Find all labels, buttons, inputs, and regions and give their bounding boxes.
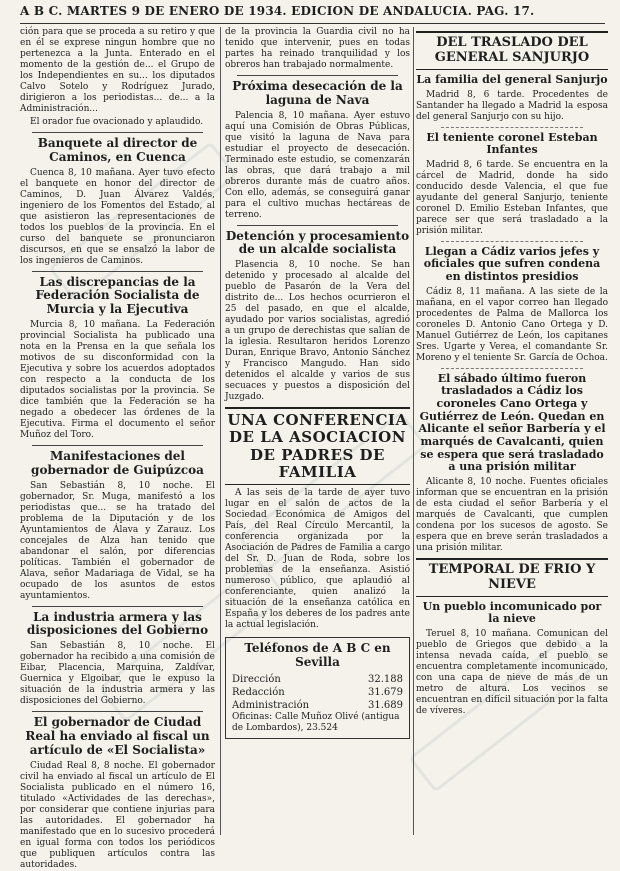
separator [32, 445, 203, 446]
tel-row [232, 699, 403, 712]
body-sabado-trasladados: Alicante 8, 10 noche. Fuentes oficiales informan que se encuentran en la prisión de esta ciudad el señor Barbería y el marqués de Cavalcanti, que cumplen condena por los sucesos de agosto. Se espera que en breve serán trasladados a una prisión militar. [416, 476, 608, 553]
body-conferencia: A las seis de la tarde de ayer tuvo lugar en el salón de actos de la Sociedad Económica de Amigos del País, del Real Círculo Mercantil, la conferencia organizada por la Asociación de Padres de Familia a cargo del Sr. D. Juan de Roda, sobre los problemas de la enseñanza. Asistió numeroso público, que aplaudió al conferenciante, quien analizó la situación de la enseñanza católica en España y los deberes de los padres ante la actual legislación. [225, 488, 410, 631]
tel-note: Oficinas: Calle Muñoz Olivé (antigua de Lombardos), 23.524 [232, 711, 400, 733]
headline-sabado-trasladados: El sábado último fueron trasladados a Cádiz los coroneles Cano Ortega y Gutiérrez de León. Quedan en Alicante el señor Barbería y el marqués de Cavalcanti, quien se espera que será trasladado a una prisión militar [418, 371, 606, 474]
telefonos-box [225, 637, 410, 739]
body-familia-sanjurjo: Madrid 8, 6 tarde. Procedentes de Santander ha llegado a Madrid la esposa del general Sanjurjo con su hijo. [416, 89, 608, 122]
column-1 [20, 27, 215, 870]
body-pueblo-incomunicado: Teruel 8, 10 mañana. Comunican del pueblo de Griegos que debido a la intensa nevada caída, el pueblo se encuentra completamente incomunicado, con una capa de nieve de más de un metro de altura. Los vecinos se encuentran en difícil situación por la falta de víveres. [416, 629, 608, 716]
headline-alcalde-socialista: Detención y procesamiento de un alcalde socialista [225, 228, 410, 257]
headline-laguna-nava: Próxima desecación de la laguna de Nava [232, 79, 403, 107]
headline-esteban-infantes: El teniente coronel Esteban Infantes [426, 130, 598, 157]
tel-value: 31.679 [368, 686, 403, 698]
body-gobernador-ciudad-real: Ciudad Real 8, 8 noche. El gobernador civil ha enviado al fiscal un artículo de El Socialista publicado en el número 16, titulado «Actividades de las derechas», por considerar que contiene injurias para las autoridades. El gobernador ha manifestado que en lo sucesivo procederá en igual forma con todos los periódicos que publiquen artículos contra las autoridades. [20, 760, 215, 870]
column-3 [416, 27, 608, 835]
headline-temporal: TEMPORAL DE FRIO Y NIEVE [416, 558, 608, 597]
body-alcalde-socialista: Plasencia 8, 10 noche. Se han detenido y procesado al alcalde del pueblo de Pasarón de la Vera del distrito de... Los hechos ocurrieron el 25 del pasado, en que el alcalde, ayudado por varios socialistas, agredió a un grupo de derechistas que salían de la iglesia. Resultaron heridos Lorenzo Duran, Enrique Bravo, Antonio Sánchez y Francisco Mangudo. Han sido detenidos el alcalde y varios de sus secuaces y puestos a disposición del Juzgado. [225, 260, 410, 403]
tel-label: Dirección [232, 673, 281, 685]
headline-industria-armera: La industria armera y las disposiciones del Gobierno [26, 609, 209, 638]
headline-banquete: Banquete al director de Caminos, en Cuenca [37, 136, 198, 164]
headline-traslado-sanjurjo: DEL TRASLADO DEL GENERAL SANJURJO [416, 31, 608, 70]
subhead-pueblo-incomunicado: Un pueblo incomunicado por la nieve [422, 599, 602, 626]
tel-label: Redacción [232, 686, 285, 698]
body-federacion-socialista: Murcia 8, 10 mañana. La Federación provincial Socialista ha publicado una nota en la Prensa en la que señala los motivos de su disconformidad con la Ejecutiva y sobre los acuerdos adoptados con respecto a la conducta de los diputados socialistas por la provincia. Se dice también que la Federación se ha negado a obedecer las órdenes de la Ejecutiva. Firma el documento el señor Muñoz del Toro. [20, 319, 215, 440]
tel-label: Administración [232, 699, 310, 711]
body-banquete: Cuenca 8, 10 mañana. Ayer tuvo efecto el banquete en honor del director de Caminos, D. Juan Álvarez Valdés, ingeniero de los Fomentos del Estado, al que asistieron las representaciones de todos los pueblos de la provincia. En el curso del banquete se pronunciaron discursos, en que se ensalzó la labor de los ingenieros de Caminos. [20, 167, 215, 266]
headline-conferencia: UNA CONFERENCIA DE LA ASOCIACION DE PADRES DE FAMILIA [225, 407, 410, 485]
separator [32, 132, 203, 133]
tel-row [232, 686, 403, 699]
body-esteban-infantes: Madrid 8, 6 tarde. Se encuentra en la cárcel de Madrid, donde ha sido conducido desde Valencia, el que fue ayudante del general Sanjurjo, teniente coronel D. Emilio Esteban Infantes, que parece ser que será trasladado a la prisión militar. [416, 159, 608, 236]
separator [32, 271, 203, 272]
separator [237, 225, 398, 226]
body-llegan-cadiz: Cádiz 8, 11 mañana. A las siete de la mañana, en el vapor correo han llegado procedentes de Palma de Mallorca los coroneles D. Antonio Cano Ortega y D. Manuel Gutiérrez de León, los capitanes Sres. Ugarte y Verea, el comandante Sr. Moreno y el teniente Sr. García de Ochoa. [416, 286, 608, 363]
header-rule [20, 23, 605, 24]
column-2 [225, 27, 410, 835]
article-continuation: ción para que se proceda a su retiro y que en él se exprese ningun hombre que no pertenezca a la Junta. Enterado en el momento de la gestión de... el Grupo de los Independientes en su... los diputados Calvo Sotelo y Rodríguez Jurado, dirigieron a los periodistas... de... a la Administración... [20, 27, 215, 114]
article-continuation: de la provincia la Guardia civil no ha tenido que intervenir, pues en todas partes ha reinado tranquilidad y los obreros han trabajado normalmente. [225, 27, 410, 70]
separator [441, 241, 583, 242]
column-divider [413, 27, 414, 835]
separator [32, 606, 203, 607]
headline-federacion-socialista: Las discrepancias de la Federación Socialista de Murcia y la Ejecutiva [35, 274, 200, 317]
separator [237, 75, 398, 76]
telefonos-title: Teléfonos de A B C en Sevilla [244, 641, 391, 669]
tel-value: 32.188 [368, 673, 403, 685]
separator [441, 368, 583, 369]
body-gobernador-guipuzcoa: San Sebastián 8, 10 noche. El gobernador, Sr. Muga, manifestó a los periodistas que... se ha tratado del problema de la Diputación y de los Ayuntamientos de Álava y Zarauz. Los concejales de Alza han tenido que abandonar el salón, por diferencias políticas. También el gobernador de Alava, señor Madariaga de Vidal, se ha ocupado de los asuntos de estos ayuntamientos. [20, 480, 215, 601]
column-divider [220, 27, 221, 835]
subhead-familia-sanjurjo: La familia del general Sanjurjo [416, 72, 608, 86]
body-industria-armera: San Sebastián 8, 10 noche. El gobernador ha recibido a una comisión de Eibar, Placencia, Marquina, Zaldívar, Guernica y Elgoibar, que le expuso la situación de la industria armera y las disposiciones del Gobierno. [20, 641, 215, 707]
page-header: A B C. MARTES 9 DE ENERO DE 1934. EDICION DE ANDALUCIA. PAG. 17. [20, 4, 535, 18]
article-closing-line: El orador fue ovacionado y aplaudido. [30, 117, 204, 127]
body-laguna-nava: Palencia 8, 10 mañana. Ayer estuvo aquí una Comisión de Obras Públicas, que visitó la laguna de Nava para estudiar el proyecto de desecación. Terminado este estudio, se comenzarán las obras, que dará trabajo a mil obreros durante más de cuatro años. Con ello, además, se conseguirá ganar para el cultivo muchas hectáreas de terreno. [225, 110, 410, 220]
headline-llegan-cadiz: Llegan a Cádiz varios jefes y oficiales que sufren condena en distintos presidios [423, 244, 601, 284]
tel-value: 31.689 [368, 699, 403, 711]
headline-gobernador-guipuzcoa: Manifestaciones del gobernador de Guipúzcoa [31, 448, 204, 477]
headline-gobernador-ciudad-real: El gobernador de Ciudad Real ha enviado al fiscal un artículo de «El Socialista» [25, 715, 210, 757]
tel-row [232, 673, 403, 686]
separator [32, 711, 203, 712]
separator [441, 127, 583, 128]
